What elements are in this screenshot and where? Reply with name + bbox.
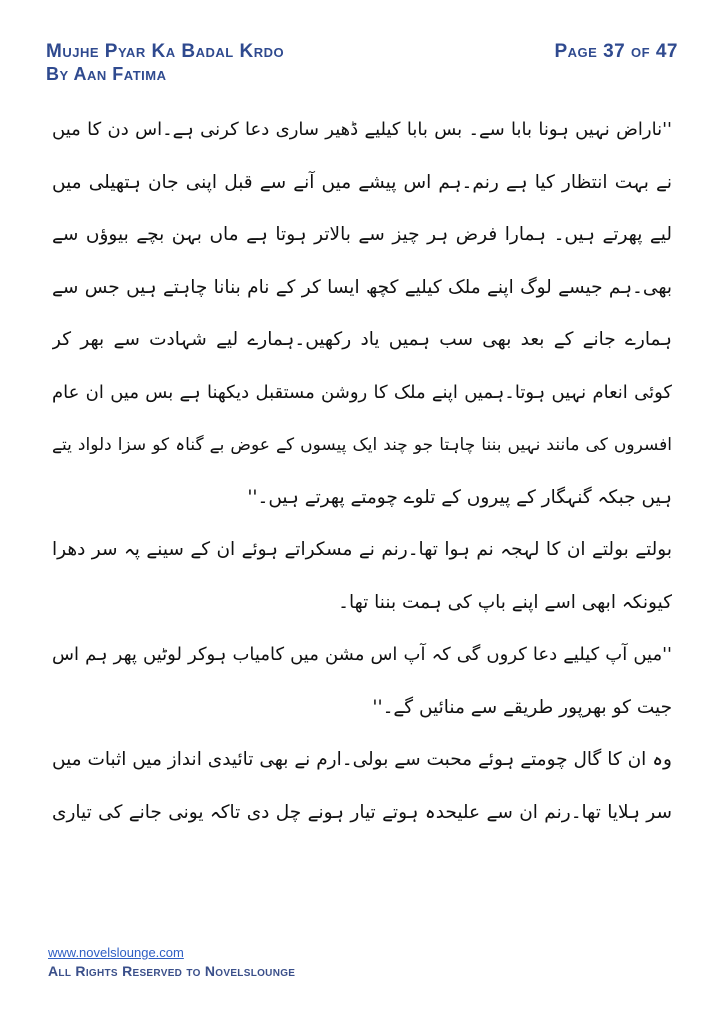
- story-text: [52, 104, 672, 839]
- novel-title: Mujhe Pyar Ka Badal Krdo: [46, 41, 285, 62]
- text-line: کوئی انعام نہیں ہوتا۔ہمیں اپنے ملک کا روشن مستقبل دیکھنا ہے بس میں ان عام: [52, 381, 672, 403]
- text-line: کیونکہ ابھی اسے اپنے باپ کی ہمت بننا تھا۔: [338, 591, 672, 613]
- text-line: سر ہلایا تھا۔رنم ان سے علیحدہ ہوتے تیار ہونے چل دی تاکہ یونی جانے کی تیاری: [52, 801, 672, 823]
- text-line: وہ ان کا گال چومتے ہوئے محبت سے بولی۔ارم نے بھی تائیدی انداز میں اثبات میں: [52, 749, 672, 770]
- page-number: Page 37 of 47: [554, 41, 678, 62]
- text-line: افسروں کی مانند نہیں بننا چاہتا جو چند ایک پیسوں کے عوض بے گناہ کو سزا دلواد یتے: [52, 435, 672, 455]
- copyright-notice: All Rights Reserved to Novelslounge: [48, 963, 296, 979]
- text-line: بولتے بولتے ان کا لہجہ نم ہوا تھا۔رنم نے مسکراتے ہوئے ان کے سینے پہ سر دھرا: [52, 539, 672, 560]
- text-line: نے بہت انتظار کیا ہے رنم۔ہم اس پیشے میں آنے سے قبل اپنی جان ہتھیلی میں: [52, 171, 672, 193]
- text-line: ہیں جبکہ گنہگار کے پیروں کے تلوے چومتے پھرتے ہیں۔'': [247, 486, 672, 508]
- text-line: ''ناراض نہیں ہونا بابا سے۔ بس بابا کیلیے ڈھیر ساری دعا کرنی ہے۔اس دن کا میں: [52, 119, 672, 140]
- text-line: ''میں آپ کیلیے دعا کروں گی کہ آپ اس مشن میں کامیاب ہوکر لوٹیں پھر ہم اس: [52, 644, 672, 665]
- text-line: ہمارے جانے کے بعد بھی سب ہمیں یاد رکھیں۔ہمارے لیے شہادت سے بھر کر: [52, 329, 672, 350]
- author-line: By Aan Fatima: [46, 64, 167, 84]
- website-link[interactable]: www.novelslounge.com: [48, 945, 184, 960]
- text-line: بھی۔ہم جیسے لوگ اپنے ملک کیلیے کچھ ایسا کر کے نام بنانا چاہتے ہیں جس سے: [52, 276, 672, 298]
- text-line: جیت کو بھرپور طریقے سے منائیں گے۔'': [372, 696, 672, 718]
- text-line: لیے پھرتے ہیں۔ ہمارا فرض ہر چیز سے بالاتر ہوتا ہے ماں بہن بچے بیوؤں سے: [52, 224, 672, 245]
